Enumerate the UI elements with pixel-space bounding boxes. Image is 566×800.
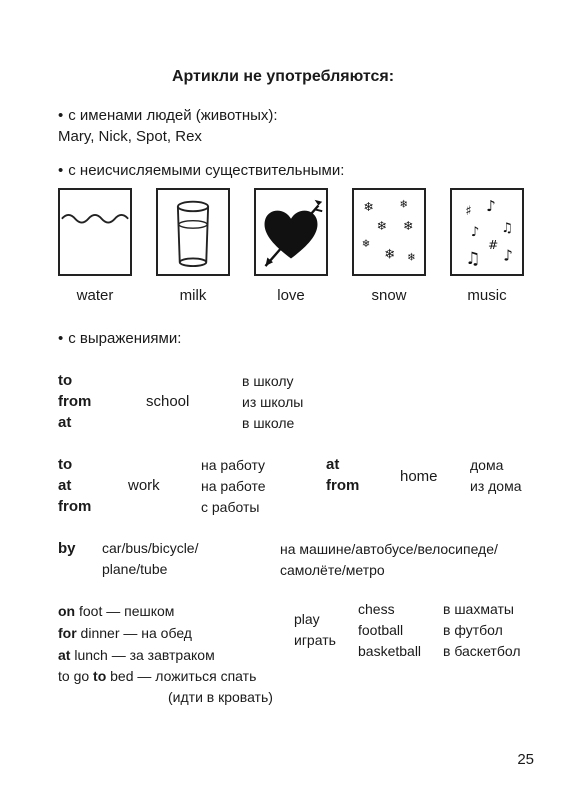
tr-work-to: на работу [201,457,266,473]
bullet-expressions: • с выражениями: [58,330,181,347]
transport-line2: plane/tube [102,561,168,577]
svg-text:❄: ❄ [403,219,414,234]
svg-text:❄: ❄ [399,198,409,211]
svg-text:❄: ❄ [384,247,396,263]
phrase-prep: on [58,603,76,619]
phrase-rest: lunch — за завтраком [70,647,215,663]
svg-text:♪: ♪ [470,224,480,240]
verb-play-tr: играть [294,632,336,648]
music-notes-icon [452,190,522,274]
prep-from: from [326,477,360,494]
prep-at: at [326,456,340,473]
phrase-for-dinner [58,625,192,641]
phrase-pre: to go [58,668,94,684]
game-basketball-tr: в баскетбол [443,643,521,659]
phrase-rest: foot — пешком [75,603,175,619]
tr-work-at: на работе [201,478,266,494]
prep-to: to [58,372,73,389]
svg-text:#: # [487,238,499,253]
phrase-on-foot [58,603,174,619]
prep-from: from [58,498,92,515]
svg-text:❄: ❄ [406,251,416,264]
game-chess: chess [358,601,395,617]
prep-from: from [58,393,92,410]
snowflakes-icon [354,190,424,274]
caption-love: love [277,287,305,304]
svg-text:♫: ♫ [465,249,481,270]
tr-school-from: из школы [242,394,304,410]
svg-text:♯: ♯ [465,203,472,219]
water-waves-icon [60,190,130,274]
svg-text:❄: ❄ [363,200,374,215]
game-football-tr: в футбол [443,622,503,638]
prep-at: at [58,414,72,431]
bullet-uncountable: • с неисчисляемыми существительными: [58,162,344,179]
tr-work-from: с работы [201,499,260,515]
verb-play: play [294,611,320,627]
phrase-prep: at [58,647,71,663]
noun-school: school [146,393,190,410]
transport-tr-line2: самолёте/метро [280,562,385,578]
phrase-rest: dinner — на обед [76,625,192,641]
milk-glass-icon [158,190,228,274]
prep-to: to [58,456,73,473]
transport-line1: car/bus/bicycle/ [102,540,199,556]
noun-home: home [400,468,438,485]
svg-text:♪: ♪ [503,246,513,265]
svg-text:♫: ♫ [501,221,514,236]
heart-arrow-icon [256,190,326,274]
transport-tr-line1: на машине/автобусе/велосипеде/ [280,541,498,557]
music-picture [450,188,524,276]
page-number: 25 [517,751,534,768]
tr-home-from: из дома [470,478,522,494]
caption-music: music [467,287,507,304]
phrase-at-lunch [58,647,215,663]
phrase-prep: to [93,668,107,684]
tr-school-at: в школе [242,415,295,431]
game-chess-tr: в шахматы [443,601,514,617]
phrase-rest: bed — ложиться спать [106,668,257,684]
svg-text:♪: ♪ [486,197,496,216]
page-title: Артикли не употребляются: [171,68,395,85]
game-basketball: basketball [358,643,422,659]
svg-text:❄: ❄ [376,219,387,234]
phrase-note: (идти в кровать) [168,689,273,705]
game-football: football [358,622,404,638]
prep-at: at [58,477,72,494]
noun-work: work [128,477,160,494]
svg-text:❄: ❄ [361,238,371,251]
phrase-prep: for [58,625,77,641]
caption-milk: milk [179,287,207,304]
caption-water: water [76,287,114,304]
tr-school-to: в школу [242,373,294,389]
snow-picture [352,188,426,276]
tr-home-at: дома [470,457,504,473]
phrase-go-to-bed [58,668,256,684]
water-picture [58,188,132,276]
love-picture [254,188,328,276]
names-examples: Mary, Nick, Spot, Rex [58,128,202,145]
bullet-names: • с именами людей (животных): [58,107,278,124]
caption-snow: snow [371,287,407,304]
milk-picture [156,188,230,276]
prep-by: by [58,540,76,557]
